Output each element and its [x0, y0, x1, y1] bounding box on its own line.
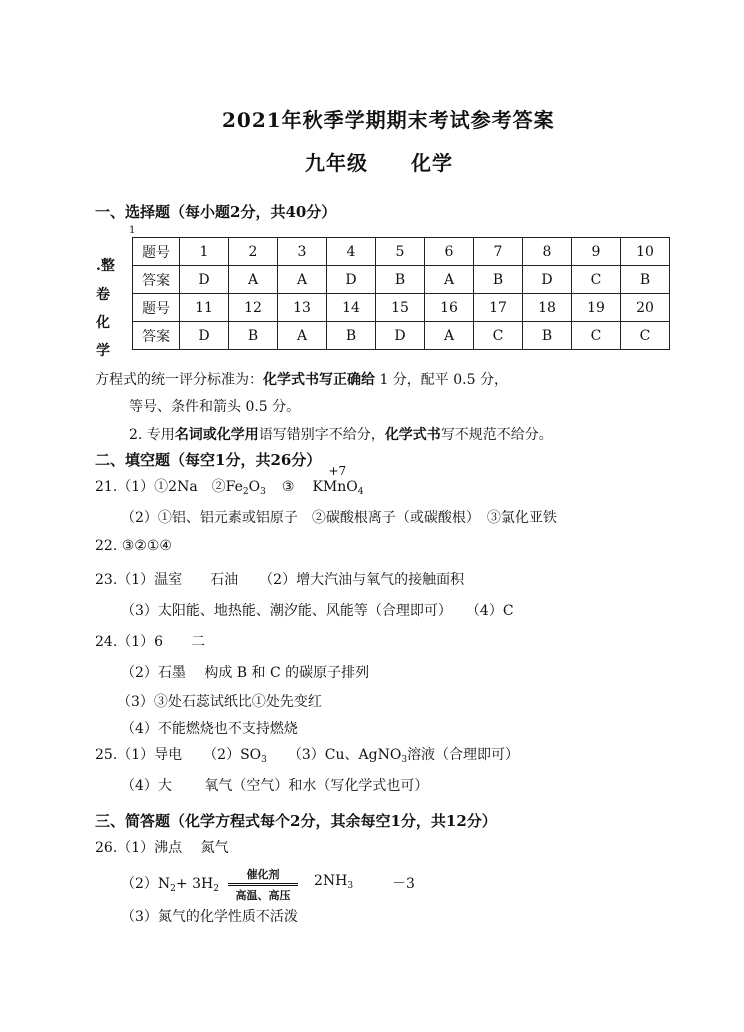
q21-line-2: （2）①铝、铝元素或铝原子 ②碳酸根离子（或碳酸根） ③氯化亚铁: [121, 510, 557, 526]
table-cell: B: [621, 266, 670, 294]
table-cell: 20: [621, 294, 670, 322]
table-cell: C: [572, 322, 621, 350]
q26-c: 2NH: [314, 873, 348, 889]
section1-heading: 一、选择题（每小题2分，共40分）: [95, 203, 337, 221]
table-cell: 8: [523, 238, 572, 266]
reaction-arrow: [228, 866, 298, 903]
q26-a: （2）N: [121, 876, 171, 892]
table-cell: 3: [278, 238, 327, 266]
table-cell: A: [278, 322, 327, 350]
table-cell: D: [180, 266, 229, 294]
table-cell: 5: [376, 238, 425, 266]
table-cell: 2: [229, 238, 278, 266]
table-cell: C: [572, 266, 621, 294]
sub: 2: [213, 884, 219, 894]
sub: 3: [347, 881, 354, 891]
equals-line: [228, 883, 298, 884]
q26-product: [314, 873, 353, 889]
page-title: 2021年秋季学期期末考试参考答案: [222, 108, 555, 132]
q21-mid: O: [248, 479, 261, 495]
q25-line-1: [95, 744, 519, 764]
table-cell: D: [523, 266, 572, 294]
table-cell: A: [278, 266, 327, 294]
table-cell: 4: [327, 238, 376, 266]
sub: 2: [242, 487, 249, 497]
q23-line-2: （3）太阳能、地热能、潮汐能、风能等（合理即可） （4）C: [121, 603, 514, 619]
row-label: 答案: [133, 322, 180, 350]
rule-1c: 1 分，配平 0.5 分，: [375, 372, 508, 388]
rule-3c: 语写错别字不给分，: [258, 427, 385, 443]
table-cell: C: [474, 322, 523, 350]
table-cell: 9: [572, 238, 621, 266]
table-cell: A: [425, 266, 474, 294]
q25-a: 25.（1）导电 （2）SO: [95, 747, 262, 763]
sub: 3: [261, 755, 267, 765]
table-cell: 14: [327, 294, 376, 322]
sub: 4: [357, 487, 364, 497]
rule-1b: 化学式书写正确给: [263, 372, 375, 388]
corner-mark: 1: [129, 225, 136, 236]
q24-line-2: （2）石墨 构成 B 和 C 的碳原子排列: [121, 665, 370, 681]
sub: 2: [170, 884, 176, 894]
side-label-1: .整: [96, 258, 115, 274]
kmno4: [312, 464, 364, 497]
q26-valence: －3: [392, 876, 415, 892]
kmno-text: KMnO: [312, 479, 358, 495]
q25-line-2: （4）大 氧气（空气）和水（写化学式也可）: [121, 778, 429, 794]
rule-3d: 化学式书: [384, 427, 441, 443]
table-cell: 1: [180, 238, 229, 266]
table-cell: C: [621, 322, 670, 350]
table-row: [133, 322, 670, 350]
q21-prefix: 21.（1）①2Na ②Fe: [95, 479, 243, 495]
table-cell: B: [523, 322, 572, 350]
q25-c: 溶液（合理即可）: [407, 747, 520, 763]
row-label: 题号: [133, 238, 180, 266]
condition-bottom: 高温、高压: [235, 889, 291, 902]
table-cell: B: [376, 266, 425, 294]
q22-line: 22. ③②①④: [95, 538, 172, 554]
table-cell: D: [376, 322, 425, 350]
rule-line-2: 等号、条件和箭头 0.5 分。: [129, 399, 301, 415]
rule-line-1: [95, 369, 508, 389]
table-cell: 12: [229, 294, 278, 322]
table-cell: D: [327, 266, 376, 294]
table-cell: 19: [572, 294, 621, 322]
sub: 3: [260, 487, 266, 497]
equals-line: [228, 885, 298, 886]
q26-line-3: （3）氮气的化学性质不活泼: [121, 909, 298, 925]
q25-b: （3）Cu、AgNO: [266, 747, 402, 763]
side-label-2: 卷: [96, 287, 110, 303]
q26-line-2: [121, 873, 219, 893]
q26-line-1: 26.（1）沸点 氮气: [95, 840, 229, 856]
table-cell: A: [229, 266, 278, 294]
row-label: 答案: [133, 266, 180, 294]
q24-line-4: （4）不能燃烧也不支持燃烧: [121, 721, 298, 737]
table-cell: B: [229, 322, 278, 350]
rule-line-3: [129, 424, 553, 444]
table-row: [133, 294, 670, 322]
q23-line-1: 23.（1）温室 石油 （2）增大汽油与氧气的接触面积: [95, 572, 465, 588]
table-cell: A: [425, 322, 474, 350]
valence-mark: +7: [328, 464, 347, 478]
grade-label: 九年级: [305, 151, 368, 175]
table-cell: 6: [425, 238, 474, 266]
subject-label: 化学: [411, 151, 453, 175]
rule-3a: 2. 专用: [129, 427, 175, 443]
table-cell: 17: [474, 294, 523, 322]
side-label-3: 化: [96, 315, 110, 331]
rule-3b: 名词或化学用: [174, 427, 259, 443]
table-row: [133, 238, 670, 266]
answer-table: [132, 237, 670, 350]
table-cell: 18: [523, 294, 572, 322]
q24-line-1: 24.（1）6 二: [95, 634, 206, 650]
table-cell: 16: [425, 294, 474, 322]
table-cell: B: [327, 322, 376, 350]
table-cell: D: [180, 322, 229, 350]
table-cell: B: [474, 266, 523, 294]
table-cell: 11: [180, 294, 229, 322]
table-cell: 7: [474, 238, 523, 266]
section3-heading: 三、简答题（化学方程式每个2分，其余每空1分，共12分）: [95, 812, 497, 830]
rule-1a: 方程式的统一评分标准为：: [95, 372, 263, 388]
section2-heading: 二、填空题（每空1分，共26分）: [95, 451, 322, 469]
side-label-4: 学: [96, 343, 110, 359]
sub: 3: [401, 755, 408, 765]
q21-c3: ③: [281, 479, 295, 495]
table-cell: 10: [621, 238, 670, 266]
table-row: [133, 266, 670, 294]
table-cell: 15: [376, 294, 425, 322]
rule-3e: 写不规范不给分。: [440, 427, 553, 443]
row-label: 题号: [133, 294, 180, 322]
q21-line-1: [95, 464, 364, 497]
q26-b: + 3H: [175, 876, 214, 892]
condition-top: 催化剂: [246, 868, 280, 881]
q24-line-3: （3）③处石蕊试纸比①处先变红: [117, 694, 322, 710]
table-cell: 13: [278, 294, 327, 322]
